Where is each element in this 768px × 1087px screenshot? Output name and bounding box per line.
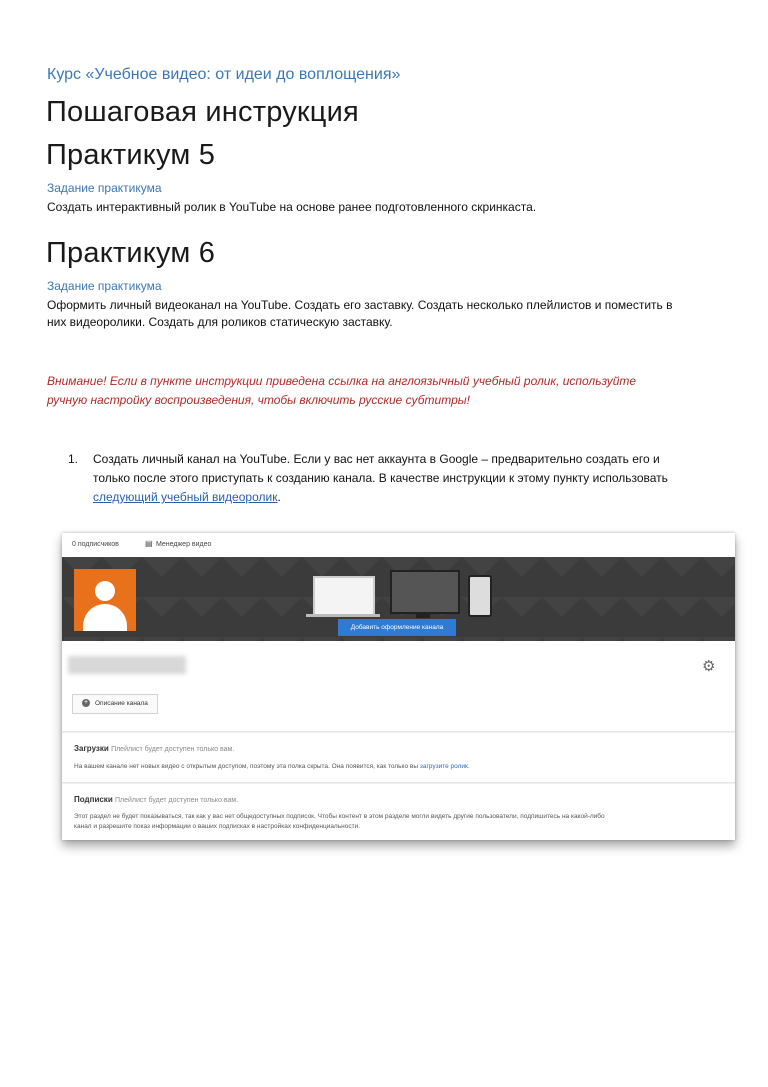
channel-name-blurred (68, 656, 186, 674)
practicum-6-task-line-1: Оформить личный видеоканал на YouTube. Создать его заставку. Создать несколько плейлистов и поместить в (47, 298, 673, 312)
phone-icon (468, 575, 492, 617)
practicum-5-task-text: Создать интерактивный ролик в YouTube на основе ранее подготовленного скринкаста. (47, 200, 537, 214)
practicum-5-title: Практикум 5 (46, 139, 216, 171)
tutorial-video-link[interactable]: следующий учебный видеоролик (93, 490, 278, 504)
step-number: 1. (68, 452, 79, 466)
monitor-icon (390, 570, 460, 614)
warning-line-2: ручную настройку воспроизведения, чтобы включить русские субтитры! (47, 393, 470, 407)
warning-line-1: Внимание! Если в пункте инструкции приведена ссылка на англоязычный учебный ролик, используйте (47, 374, 637, 388)
video-manager-icon: ▤ (145, 539, 153, 548)
youtube-channel-screenshot (62, 533, 735, 840)
laptop-icon (313, 576, 375, 616)
step-line-2: только после этого приступать к созданию канала. В качестве инструкции к этому пункту использовать (93, 471, 668, 485)
step-line-end: . (277, 490, 281, 504)
course-title: Курс «Учебное видео: от идеи до воплощения» (47, 66, 401, 83)
practicum-6-task-text (47, 297, 727, 331)
warning-note (47, 372, 727, 410)
step-text (93, 450, 723, 507)
subscriptions-text-line-2: канал и разрешите показ информации о ваших подписках в настройках конфиденциальности. (74, 823, 360, 830)
laptop-base-icon (306, 614, 380, 617)
upload-video-link[interactable]: загрузите ролик. (419, 763, 470, 770)
gear-icon[interactable]: ⚙ (702, 658, 716, 675)
channel-avatar[interactable] (74, 569, 136, 631)
subscriptions-note: Плейлист будет доступен только вам. (114, 797, 239, 804)
subscriptions-title (74, 795, 238, 804)
subscriptions-section (62, 784, 735, 840)
step-line-1: Создать личный канал на YouTube. Если у вас нет аккаунта в Google – предварительно создать его и (93, 452, 660, 466)
practicum-6-title: Практикум 6 (46, 237, 216, 269)
uploads-title (74, 744, 234, 753)
plus-icon: + (83, 699, 89, 707)
practicum-6-task-line-2: них видеоролики. Создать для роликов статическую заставку. (47, 315, 393, 329)
video-manager-link[interactable]: Менеджер видео (156, 541, 212, 548)
step-line-3 (93, 488, 723, 507)
uploads-text (74, 762, 724, 772)
subscriptions-text (74, 812, 724, 832)
subscriptions-title-text: Подписки (74, 795, 113, 804)
practicum-6-task-label: Задание практикума (47, 279, 162, 293)
channel-info-panel (62, 641, 735, 732)
uploads-title-text: Загрузки (74, 744, 109, 753)
monitor-stand-icon (416, 613, 430, 618)
uploads-section (62, 733, 735, 783)
uploads-text-main: На вашем канале нет новых видео с открытым доступом, поэтому эта полка скрыта. Она появится, как только вы (74, 763, 419, 770)
channel-description-button[interactable] (72, 694, 158, 714)
add-channel-art-button[interactable]: Добавить оформление канала (338, 619, 456, 636)
uploads-note: Плейлист будет доступен только вам. (111, 746, 235, 753)
channel-description-label: Описание канала (95, 700, 148, 707)
document-title: Пошаговая инструкция (46, 96, 359, 128)
subscriptions-text-line-1: Этот раздел не будет показываться, так как у вас нет общедоступных подписок. Чтобы контент в этом разделе могли видеть другие пользователи, подпишитесь на какой-либо (74, 813, 605, 820)
channel-top-bar (62, 533, 735, 558)
avatar-body-icon (83, 604, 127, 631)
avatar-head-icon (95, 581, 115, 601)
subscribers-count: 0 подписчиков (72, 541, 119, 548)
practicum-5-task-label: Задание практикума (47, 181, 162, 195)
